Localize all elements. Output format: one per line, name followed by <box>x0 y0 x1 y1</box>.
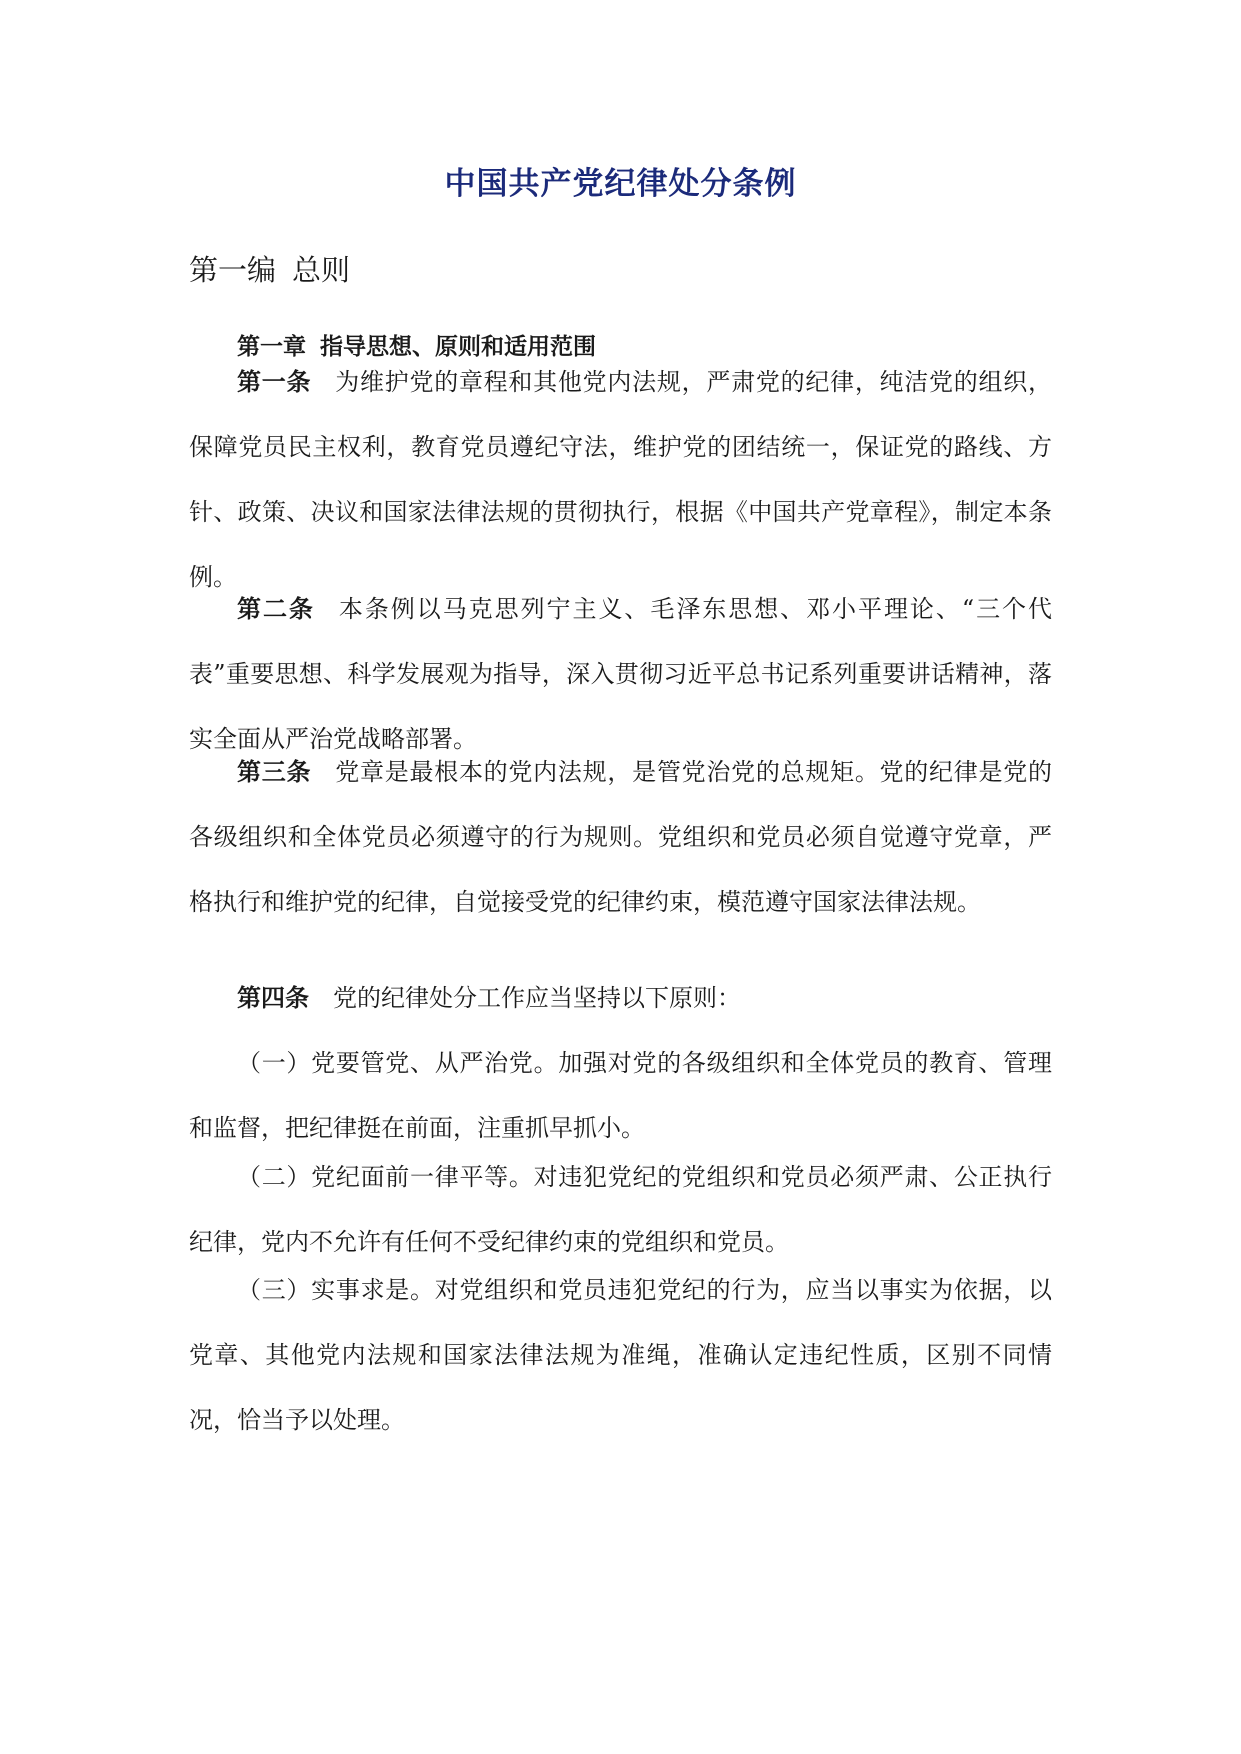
part-heading <box>189 248 350 289</box>
article-text: 党的纪律处分工作应当坚持以下原则： <box>333 984 741 1012</box>
article-1 <box>189 350 1052 610</box>
article-label: 第四条 <box>237 984 309 1012</box>
article-text: 党章是最根本的党内法规，是管党治党的总规矩。党的纪律是党的各级组织和全体党员必须遵守的行为规则。党组织和党员必须自觉遵守党章，严格执行和维护党的纪律，自觉接受党的纪律约束，模范遵守国家法律法规。 <box>189 758 1053 916</box>
article-3 <box>189 740 1052 935</box>
article-label: 第二条 <box>237 595 315 623</box>
chapter-number: 第一章 <box>237 334 306 360</box>
principle-item: （三）实事求是。对党组织和党员违犯党纪的行为，应当以事实为依据，以党章、其他党内法规和国家法律法规为准绳，准确认定违纪性质，区别不同情况，恰当予以处理。 <box>189 1276 1052 1434</box>
article-text: 本条例以马克思列宁主义、毛泽东思想、邓小平理论、“三个代表”重要思想、科学发展观为指导，深入贯彻习近平总书记系列重要讲话精神，落实全面从严治党战略部署。 <box>189 595 1052 753</box>
chapter-name: 指导思想、原则和适用范围 <box>320 334 596 360</box>
part-number: 第一编 <box>189 253 277 287</box>
article-text: 为维护党的章程和其他党内法规，严肃党的纪律，纯洁党的组织，保障党员民主权利，教育党员遵纪守法，维护党的团结统一，保证党的路线、方针、政策、决议和国家法律法规的贯彻执行，根据《中国共产党章程》，制定本条例。 <box>189 368 1053 591</box>
principle-item: （二）党纪面前一律平等。对违犯党纪的党组织和党员必须严肃、公正执行纪律，党内不允许有任何不受纪律约束的党组织和党员。 <box>189 1163 1052 1256</box>
principle-item: （一）党要管党、从严治党。加强对党的各级组织和全体党员的教育、管理和监督，把纪律挺在前面，注重抓早抓小。 <box>189 1049 1052 1142</box>
part-name: 总则 <box>292 253 351 287</box>
article-label: 第三条 <box>237 758 312 786</box>
article-label: 第一条 <box>237 368 312 396</box>
document-title: 中国共产党纪律处分条例 <box>444 166 797 202</box>
article-4 <box>189 966 1052 1031</box>
